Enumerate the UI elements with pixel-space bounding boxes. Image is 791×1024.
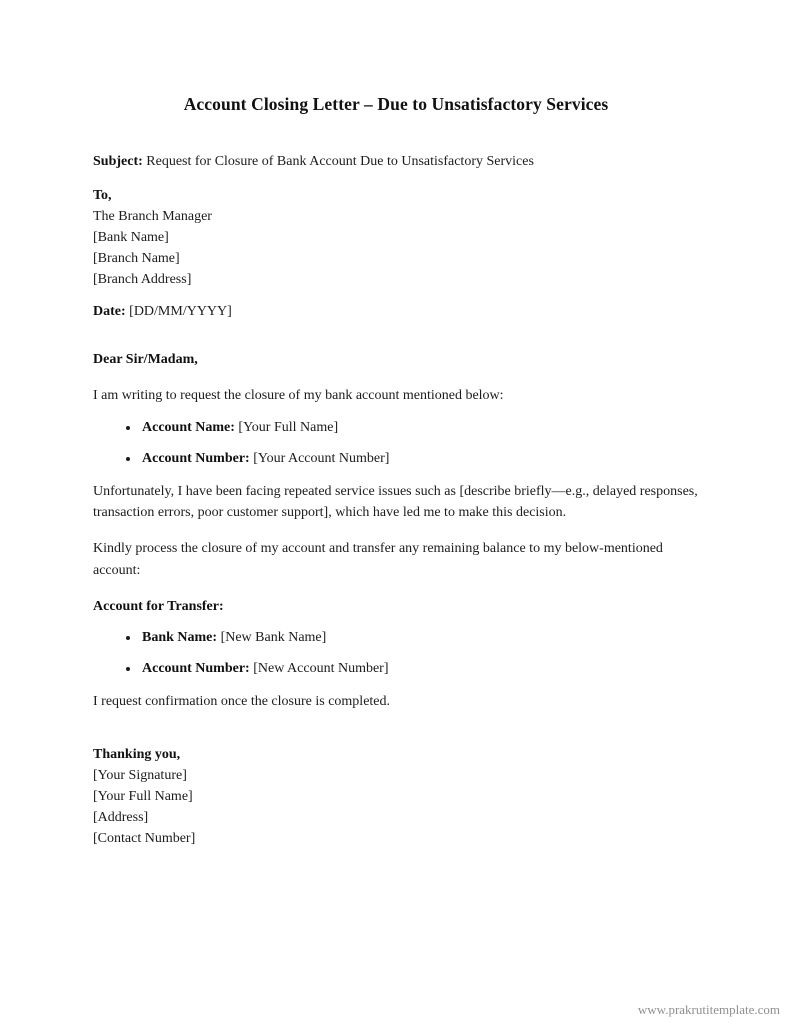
intro-paragraph: I am writing to request the closure of my bank account mentioned below: [93,388,504,404]
subject-text: Request for Closure of Bank Account Due to Unsatisfactory Services [146,154,534,169]
issue-paragraph: Unfortunately, I have been facing repeated service issues such as [describe briefly—e.g., delayed responses, transaction errors, poor customer support], which have led me to make this decision. [93,483,698,521]
date-label: Date: [93,303,126,319]
closing-label: Thanking you, [93,746,181,762]
date-value: [DD/MM/YYYY] [129,303,232,319]
bank-name-label: Bank Name: [142,630,218,646]
transfer-paragraph: Kindly process the closure of my account and transfer any remaining balance to my below-mentioned account: [93,541,663,578]
account-detail-list [93,417,699,469]
list-item [140,658,699,679]
transfer-heading: Account for Transfer: [93,598,224,614]
account-number-label: Account Number: [142,450,250,466]
signature-line: [Address] [93,809,149,825]
to-label: To, [93,187,112,203]
list-item [140,627,699,648]
confirmation-paragraph: I request confirmation once the closure is completed. [93,694,391,710]
account-name-value: [Your Full Name] [238,419,339,435]
recipient-line: [Branch Name] [93,250,180,266]
new-account-number-label: Account Number: [142,661,250,677]
closing-block [93,744,699,849]
page-title: Account Closing Letter – Due to Unsatisfactory Services [183,94,609,114]
transfer-detail-list [93,627,699,679]
signature-line: [Contact Number] [93,830,196,846]
recipient-line: The Branch Manager [93,208,212,224]
account-name-label: Account Name: [142,419,235,435]
recipient-line: [Branch Address] [93,271,192,287]
signature-line: [Your Signature] [93,767,187,783]
new-account-number-value: [New Account Number] [253,661,389,677]
subject-line [93,151,699,173]
bank-name-value: [New Bank Name] [220,630,327,646]
list-item [140,417,699,438]
signature-line: [Your Full Name] [93,788,193,804]
recipient-line: [Bank Name] [93,229,169,245]
account-number-value: [Your Account Number] [253,450,390,466]
salutation: Dear Sir/Madam, [93,352,198,368]
website-watermark: www.prakrutitemplate.com [637,1002,780,1017]
date-line [93,301,699,323]
subject-label: Subject: [93,154,143,169]
list-item [140,448,699,469]
